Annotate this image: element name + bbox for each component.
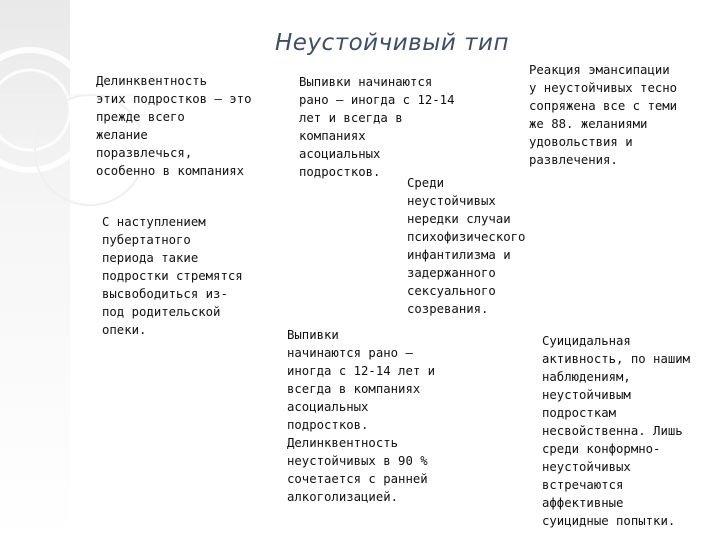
text-block-binge-early: Выпивки начинаются рано — иногда с 12-14 лет и всегда в компаниях асоциальных подростков. xyxy=(299,75,455,179)
text-block-infantilism: Среди неустойчивых нередки случаи психофизического инфантилизма и задержанного сексуального созревания. xyxy=(407,176,526,316)
text-block-emancipation: Реакция эмансипации у неустойчивых тесно сопряжена все с теми же 88. желаниями удовольствия и развлечения. xyxy=(529,63,678,167)
text-block-puberty: С наступлением пубертатного периода такие подростки стремятся высвободиться из- под родительской опеки. xyxy=(102,215,243,337)
slide-title: Неустойчивый тип xyxy=(275,30,510,56)
text-block-delinquency: Делинквентность этих подростков — это прежде всего желание поразвлечься, особенно в компаниях xyxy=(96,74,252,178)
text-block-suicidal: Суицидальная активность, по нашим наблюдениям, неустойчивым подросткам несвойственна. Лишь среди конформно- неустойчивых встречаются аффективные суицидные попытки. xyxy=(542,334,691,528)
text-block-binge-alcohol: Выпивки начинаются рано — иногда с 12-14 лет и всегда в компаниях асоциальных подростков. Делинквентность неустойчивых в 90 % сочетается с ранней алкоголизацией. xyxy=(287,328,436,504)
